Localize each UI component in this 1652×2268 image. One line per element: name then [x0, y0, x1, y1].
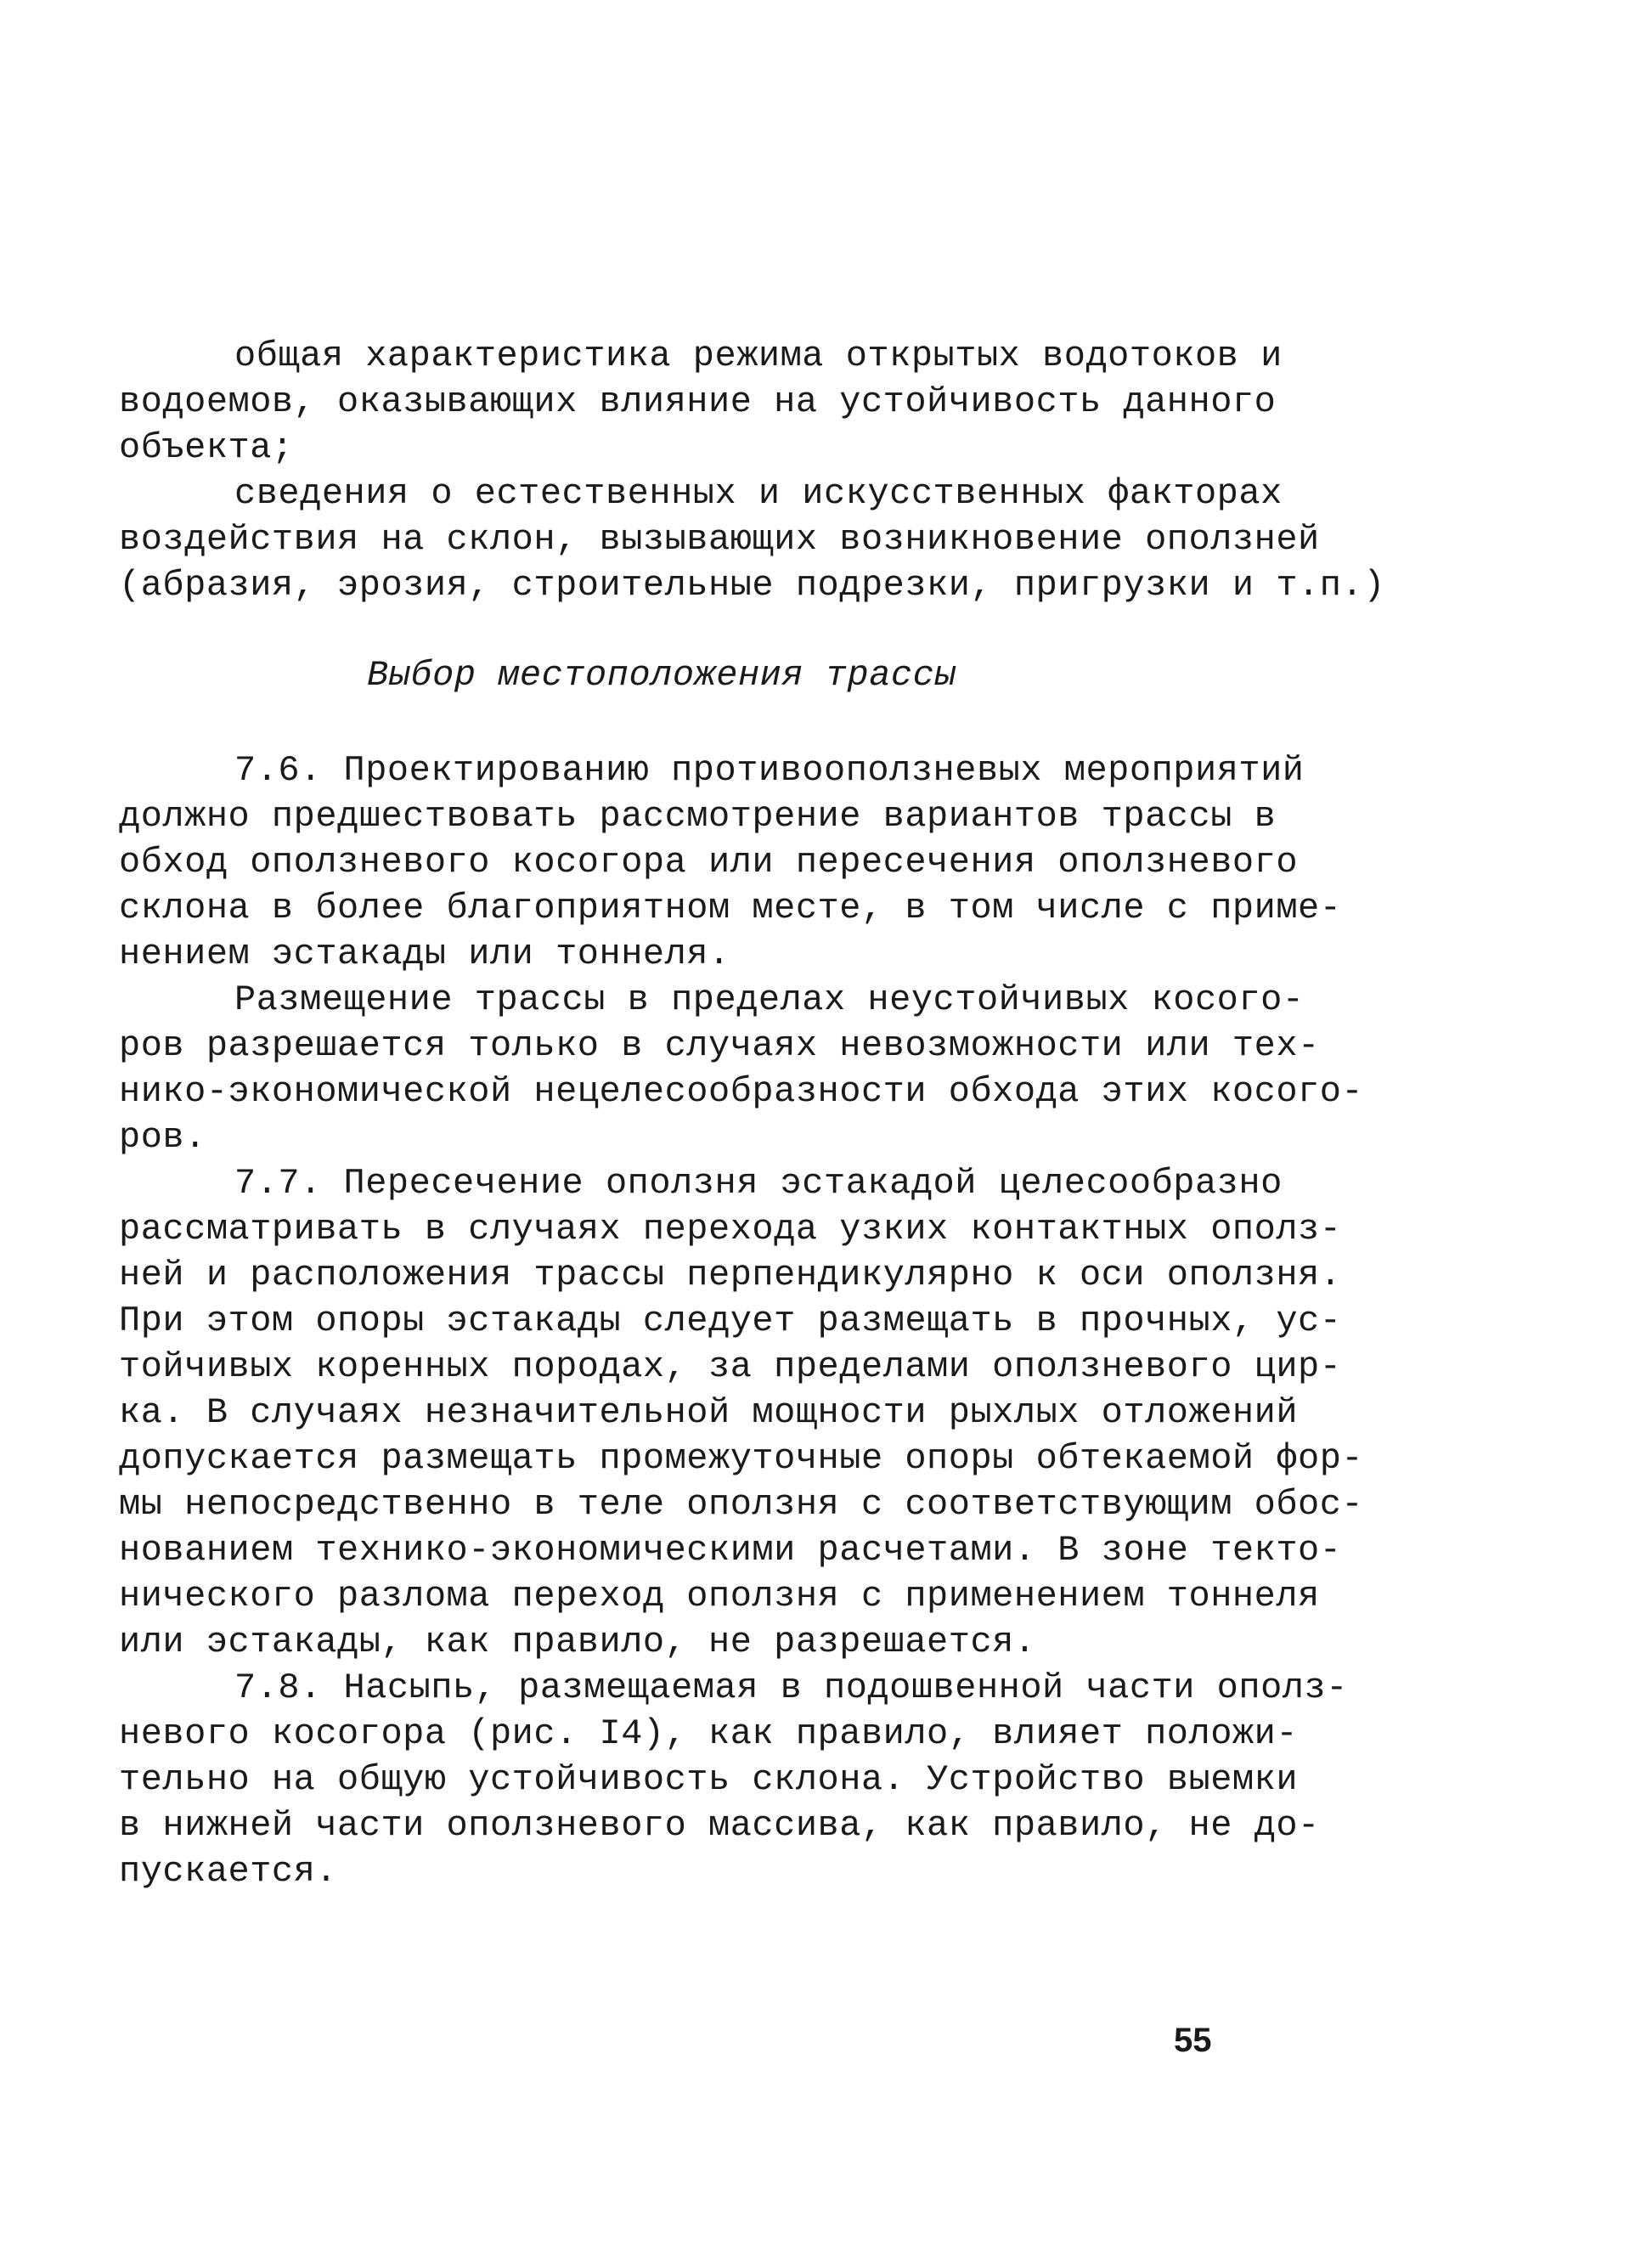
- paragraph-7-7-line: 7.7. Пересечение оползня эстакадой целесообразно: [234, 1163, 1283, 1204]
- text-line: ров разрешается только в случаях невозможности или тех-: [119, 1025, 1320, 1066]
- text-line: нением эстакады или тоннеля.: [119, 934, 730, 974]
- text-line: тойчивых коренных породах, за пределами оползневого цир-: [119, 1346, 1342, 1387]
- text-block-route-selection: [119, 748, 1364, 1894]
- text-line: Размещение трассы в пределах неустойчивых косого-: [234, 979, 1305, 1020]
- paragraph-7-8-line: 7.8. Насыпь, размещаемая в подошвенной части ополз-: [234, 1667, 1348, 1708]
- text-line: невого косогора (рис. I4), как правило, влияет положи-: [119, 1713, 1299, 1754]
- text-line: нико-экономической нецелесообразности обхода этих косого-: [119, 1071, 1364, 1112]
- text-line: или эстакады, как правило, не разрешается.: [119, 1622, 1036, 1662]
- paragraph-7-6-line: 7.6. Проектированию противооползневых мероприятий: [234, 750, 1305, 791]
- text-line: общая характеристика режима открытых водотоков и: [234, 336, 1283, 376]
- text-line: водоемов, оказывающих влияние на устойчивость данного: [119, 381, 1277, 422]
- text-line: ней и расположения трассы перпендикулярно к оси оползня.: [119, 1255, 1342, 1295]
- text-line: склона в более благоприятном месте, в том числе с приме-: [119, 888, 1342, 928]
- text-line: тельно на общую устойчивость склона. Устройство выемки: [119, 1759, 1299, 1800]
- text-line: При этом опоры эстакады следует размещать в прочных, ус-: [119, 1300, 1342, 1341]
- text-line: должно предшествовать рассмотрение вариантов трассы в: [119, 796, 1277, 837]
- text-block-site-conditions: [119, 333, 1385, 608]
- text-line: ров.: [119, 1117, 206, 1158]
- text-line: нического разлома переход оползня с применением тоннеля: [119, 1576, 1320, 1616]
- text-line: рассматривать в случаях перехода узких контактных ополз-: [119, 1209, 1342, 1250]
- text-line: воздействия на склон, вызывающих возникновение оползней: [119, 519, 1320, 560]
- text-line: мы непосредственно в теле оползня с соответствующим обос-: [119, 1484, 1364, 1525]
- text-line: объекта;: [119, 427, 294, 468]
- section-heading: Выбор местоположения трассы: [367, 655, 957, 696]
- text-line: в нижней части оползневого массива, как правило, не до-: [119, 1805, 1320, 1846]
- page-number: 55: [1174, 2022, 1212, 2059]
- text-line: ка. В случаях незначительной мощности рыхлых отложений: [119, 1392, 1299, 1433]
- text-line: нованием технико-экономическими расчетами. В зоне текто-: [119, 1530, 1342, 1571]
- text-line: сведения о естественных и искусственных факторах: [234, 473, 1283, 514]
- text-line: пускается.: [119, 1851, 338, 1892]
- text-line: (абразия, эрозия, строительные подрезки, пригрузки и т.п.): [119, 565, 1385, 606]
- text-line: допускается размещать промежуточные опоры обтекаемой фор-: [119, 1438, 1364, 1479]
- text-line: обход оползневого косогора или пересечения оползневого: [119, 842, 1299, 883]
